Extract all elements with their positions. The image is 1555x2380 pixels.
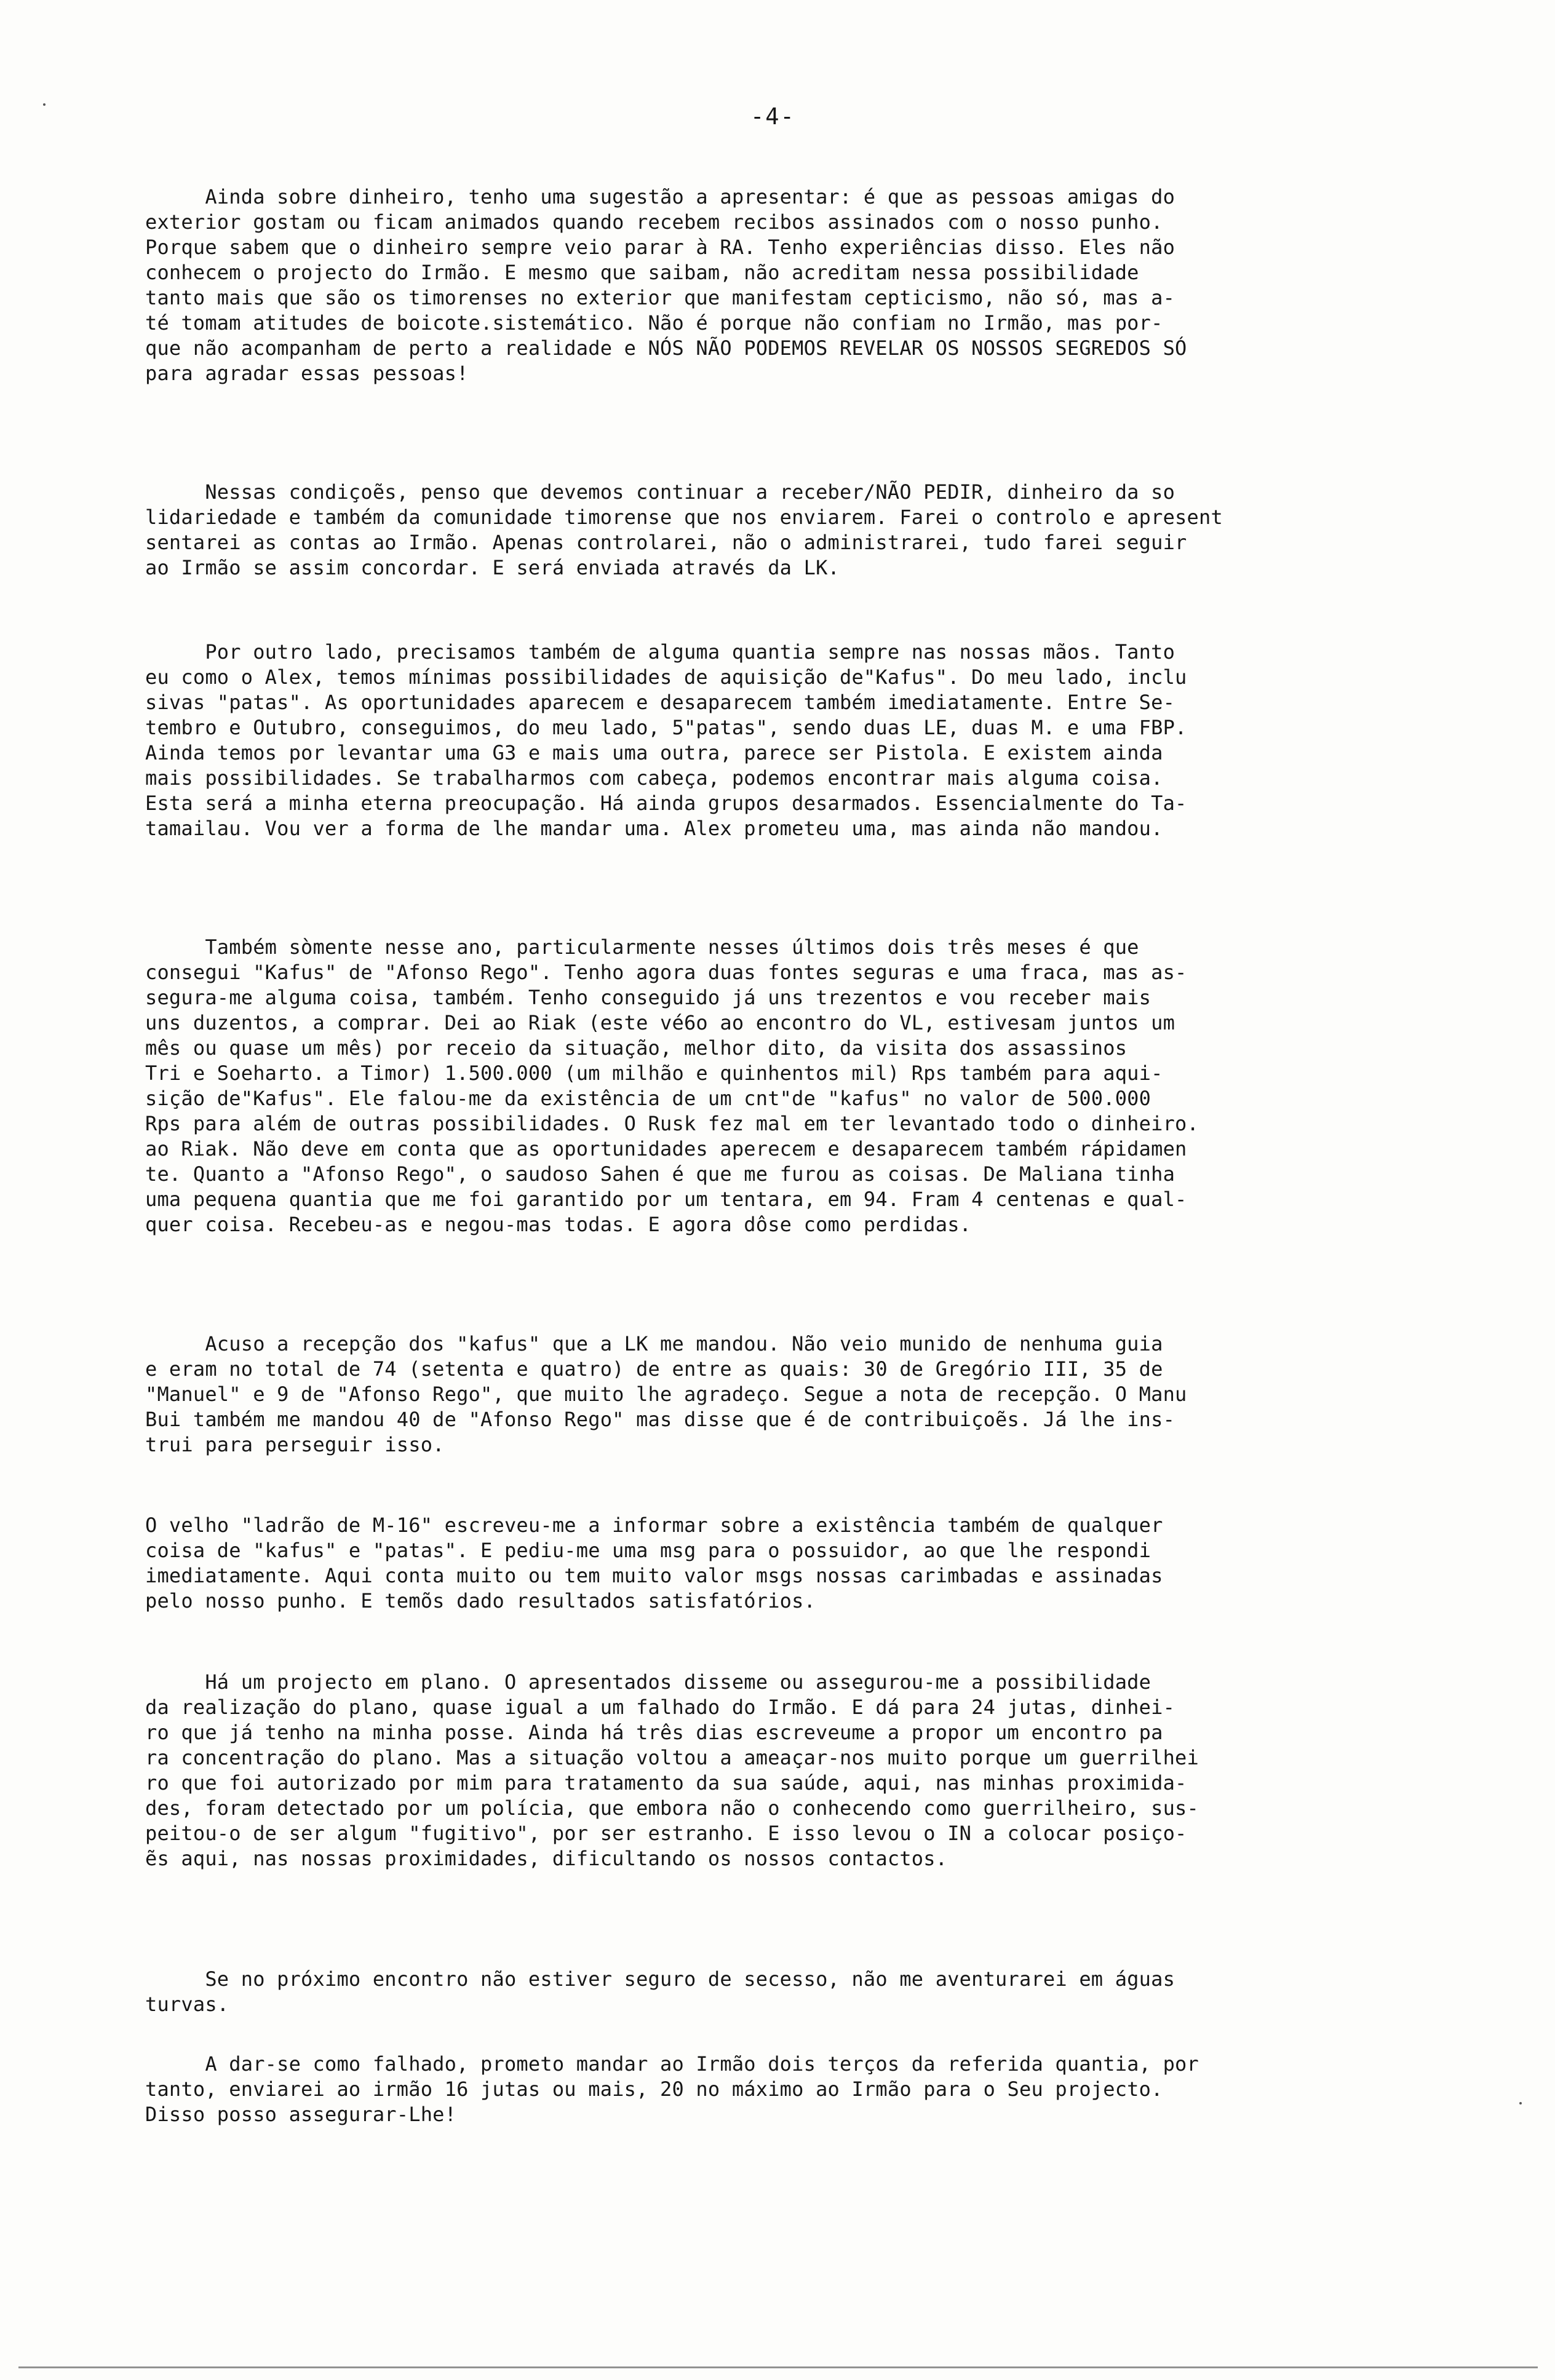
- text-line: imediatamente. Aqui conta muito ou tem muito valor msgs nossas carimbadas e assinadas: [145, 1564, 1163, 1587]
- text-line: tanto, enviarei ao irmão 16 jutas ou mais, 20 no máximo ao Irmão para o Seu projecto.: [145, 2077, 1163, 2101]
- text-line: Nessas condiçoẽs, penso que devemos continuar a receber/NÃO PEDIR, dinheiro da so: [145, 480, 1175, 504]
- text-line: O velho "ladrão de M-16" escreveu-me a informar sobre a existência também de qualquer: [145, 1513, 1163, 1537]
- paragraph-kafus-receipt: [145, 1331, 1548, 1458]
- paragraph-acquisition-possibilities: [145, 640, 1548, 841]
- paragraph-promise: [145, 2052, 1548, 2127]
- text-line: sentarei as contas ao Irmão. Apenas controlarei, não o administrarei, tudo farei seguir: [145, 531, 1187, 554]
- text-line: ao Riak. Não deve em conta que as oportunidades aperecem e desaparecem também rápidamen: [145, 1137, 1187, 1160]
- text-line: te. Quanto a "Afonso Rego", o saudoso Sahen é que me furou as coisas. De Maliana tinha: [145, 1162, 1175, 1186]
- text-line: mês ou quase um mês) por receio da situação, melhor dito, da visita dos assassinos: [145, 1036, 1127, 1060]
- text-line: Acuso a recepção dos "kafus" que a LK me mandou. Não veio munido de nenhuma guia: [145, 1332, 1163, 1355]
- text-line: consegui "Kafus" de "Afonso Rego". Tenho agora duas fontes seguras e uma fraca, mas as-: [145, 961, 1187, 984]
- paragraph-next-meeting: [145, 1967, 1548, 2017]
- paragraph-solidarity-funds: [145, 480, 1548, 581]
- text-line: Também sòmente nesse ano, particularmente nesses últimos dois três meses é que: [145, 935, 1139, 959]
- text-line: tanto mais que são os timorenses no exterior que manifestam cepticismo, não só, mas a-: [145, 286, 1175, 309]
- text-line: A dar-se como falhado, prometo mandar ao Irmão dois terços da referida quantia, por: [145, 2052, 1199, 2076]
- text-line: Se no próximo encontro não estiver seguro de secesso, não me aventurarei em águas: [145, 1967, 1175, 1991]
- scan-speck: [1519, 2102, 1522, 2104]
- text-line: uma pequena quantia que me foi garantido por um tentara, em 94. Fram 4 centenas e qual-: [145, 1188, 1187, 1211]
- text-line: da realização do plano, quase igual a um falhado do Irmão. E dá para 24 jutas, dinhei-: [145, 1696, 1175, 1719]
- paragraph-kafus-sources: [145, 935, 1548, 1237]
- text-line: ro que já tenho na minha posse. Ainda há três dias escreveume a propor um encontro pa: [145, 1721, 1163, 1744]
- text-line: coisa de "kafus" e "patas". E pediu-me uma msg para o possuidor, ao que lhe respondi: [145, 1539, 1151, 1562]
- paragraph-old-thief: [145, 1513, 1548, 1614]
- text-line: eu como o Alex, temos mínimas possibilidades de aquisição de"Kafus". Do meu lado, inclu: [145, 665, 1187, 689]
- text-line: sição de"Kafus". Ele falou-me da existência de um cnt"de "kafus" no valor de 500.000: [145, 1087, 1151, 1110]
- text-line: Ainda temos por levantar uma G3 e mais uma outra, parece ser Pistola. E existem ainda: [145, 741, 1163, 764]
- text-line: exterior gostam ou ficam animados quando recebem recibos assinados com o nosso punho.: [145, 210, 1163, 234]
- text-line: ra concentração do plano. Mas a situação voltou a ameaçar-nos muito porque um guerrilhei: [145, 1746, 1199, 1769]
- text-line: trui para perseguir isso.: [145, 1433, 445, 1456]
- text-line: peitou-o de ser algum "fugitivo", por ser estranho. E isso levou o IN a colocar posiço-: [145, 1822, 1187, 1845]
- text-line: mais possibilidades. Se trabalharmos com cabeça, podemos encontrar mais alguma coisa.: [145, 766, 1163, 790]
- text-line: Porque sabem que o dinheiro sempre veio parar à RA. Tenho experiências disso. Eles não: [145, 236, 1175, 259]
- text-line: lidariedade e também da comunidade timorense que nos enviarem. Farei o controlo e apresent: [145, 506, 1223, 529]
- text-line: segura-me alguma coisa, também. Tenho conseguido já uns trezentos e vou receber mais: [145, 986, 1151, 1009]
- text-line: conhecem o projecto do Irmão. E mesmo que saibam, não acreditam nessa possibilidade: [145, 261, 1139, 284]
- text-line: Bui também me mandou 40 de "Afonso Rego" mas disse que é de contribuiçoẽs. Já lhe ins-: [145, 1408, 1175, 1431]
- text-line: quer coisa. Recebeu-as e negou-mas todas. E agora dôse como perdidas.: [145, 1213, 972, 1236]
- scan-bottom-edge: [18, 2366, 1538, 2368]
- text-line: Por outro lado, precisamos também de alguma quantia sempre nas nossas mãos. Tanto: [145, 640, 1175, 664]
- text-line: que não acompanham de perto a realidade e NÓS NÃO PODEMOS REVELAR OS NOSSOS SEGREDOS SÓ: [145, 336, 1187, 360]
- text-line: para agradar essas pessoas!: [145, 362, 469, 385]
- text-line: ro que foi autorizado por mim para tratamento da sua saúde, aqui, nas minhas proximida-: [145, 1771, 1187, 1795]
- paragraph-project-plan: [145, 1670, 1548, 1871]
- text-line: Rps para além de outras possibilidades. O Rusk fez mal em ter levantado todo o dinheiro.: [145, 1112, 1199, 1135]
- text-line: e eram no total de 74 (setenta e quatro) de entre as quais: 30 de Gregório III, 35 de: [145, 1357, 1163, 1381]
- text-line: sivas "patas". As oportunidades aparecem e desaparecem também imediatamente. Entre Se-: [145, 691, 1175, 714]
- text-line: tembro e Outubro, conseguimos, do meu lado, 5"patas", sendo duas LE, duas M. e uma FBP.: [145, 716, 1187, 739]
- text-line: pelo nosso punho. E temõs dado resultados satisfatórios.: [145, 1589, 816, 1612]
- text-line: "Manuel" e 9 de "Afonso Rego", que muito lhe agradeço. Segue a nota de recepção. O Manu: [145, 1382, 1187, 1406]
- paragraph-donations-receipts: [145, 184, 1548, 386]
- text-line: tamailau. Vou ver a forma de lhe mandar uma. Alex prometeu uma, mas ainda não mandou.: [145, 817, 1163, 840]
- text-line: uns duzentos, a comprar. Dei ao Riak (este vé6o ao encontro do VL, estivesam juntos um: [145, 1011, 1175, 1034]
- text-line: Esta será a minha eterna preocupação. Há ainda grupos desarmados. Essencialmente do Ta-: [145, 791, 1187, 815]
- page-number: -4-: [750, 103, 795, 130]
- text-line: ẽs aqui, nas nossas proximidades, dificultando os nossos contactos.: [145, 1847, 948, 1870]
- text-line: des, foram detectado por um polícia, que embora não o conhecendo como guerrilheiro, sus-: [145, 1796, 1199, 1820]
- text-line: ao Irmão se assim concordar. E será enviada através da LK.: [145, 556, 840, 579]
- text-line: turvas.: [145, 1993, 229, 2016]
- text-line: té tomam atitudes de boicote.sistemático. Não é porque não confiam no Irmão, mas por-: [145, 311, 1163, 335]
- scan-speck: [43, 103, 46, 106]
- text-line: Ainda sobre dinheiro, tenho uma sugestão a apresentar: é que as pessoas amigas do: [145, 185, 1175, 208]
- text-line: Há um projecto em plano. O apresentados disseme ou assegurou-me a possibilidade: [145, 1670, 1151, 1694]
- text-line: Tri e Soeharto. a Timor) 1.500.000 (um milhão e quinhentos mil) Rps também para aqui-: [145, 1061, 1163, 1085]
- text-line: Disso posso assegurar-Lhe!: [145, 2103, 457, 2126]
